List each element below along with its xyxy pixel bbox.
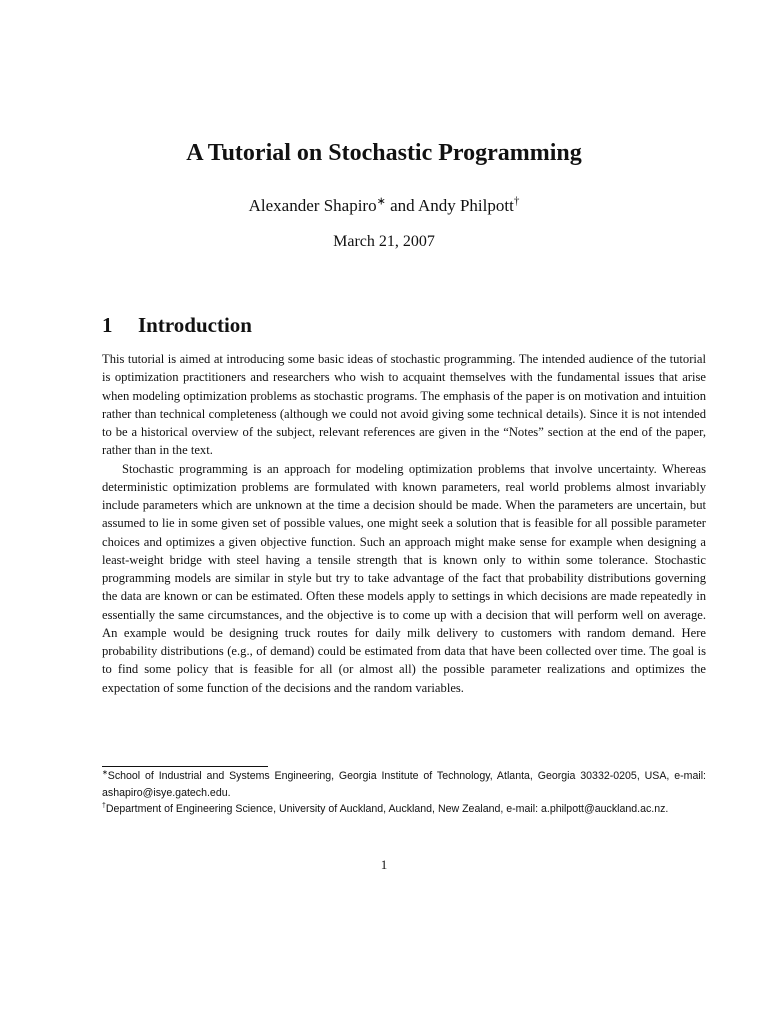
body-paragraph: This tutorial is aimed at introducing some basic ideas of stochastic programming. The intended audience of the tutorial is optimization practitioners and researchers who wish to acquaint themselves with the fundamental issues that arise when modeling optimization problems as stochastic programs. The emphasis of the paper is on motivation and intuition rather than technical completeness (although we could not avoid giving some technical details). Since it is not intended to be a historical overview of the subject, relevant references are given in the “Notes” section at the end of the paper, rather than in the text. — [102, 352, 706, 458]
footnote-marker: † — [102, 802, 106, 810]
author-line — [0, 196, 768, 216]
footnote — [102, 801, 706, 818]
footnotes — [102, 768, 706, 818]
section-heading — [102, 313, 252, 338]
footnote — [102, 768, 706, 801]
footnote-marker: ∗ — [102, 769, 108, 777]
page-number: 1 — [380, 857, 388, 872]
author-name: Alexander Shapiro — [248, 196, 377, 215]
footnote-text: School of Industrial and Systems Engineering, Georgia Institute of Technology, Atlanta, Georgia 30332-0205, USA, e-mail: ashapiro@isye.gatech.edu. — [102, 770, 706, 799]
paper-date: March 21, 2007 — [333, 233, 435, 250]
footnote-marker: † — [513, 195, 520, 208]
body-paragraph: Stochastic programming is an approach for modeling optimization problems that involve uncertainty. Whereas deterministic optimization problems are formulated with known parameters, real world problems almost invariably include parameters which are unknown at the time a decision should be made. When the parameters are uncertain, but assumed to lie in some given set of possible values, one might seek a solution that is feasible for all possible parameter choices and optimizes a given objective function. Such an approach might make sense for example when designing a least-weight bridge with steel having a tensile strength that is known only to within some tolerance. Stochastic programming models are similar in style but try to take advantage of the fact that probability distributions governing the data are known or can be estimated. Often these models apply to settings in which decisions are made repeatedly in essentially the same circumstances, and the objective is to come up with a decision that will perform well on average. An example would be designing truck routes for daily milk delivery to customers with random demand. Here probability distributions (e.g., of demand) could be estimated from data that have been collected over time. The goal is to find some policy that is feasible for all (or almost all) the possible parameter realizations and optimizes the expectation of some function of the decisions and the random variables. — [102, 461, 706, 695]
section-number: 1 — [102, 313, 113, 337]
footnote-text: Department of Engineering Science, University of Auckland, Auckland, New Zealand, e-mail: a.philpott@auckland.ac.nz. — [105, 803, 669, 815]
author-connector: and — [385, 196, 418, 215]
footnote-marker: ∗ — [376, 195, 386, 208]
author-name: Andy Philpott — [417, 196, 514, 215]
section-title: Introduction — [138, 313, 252, 337]
footnote-divider — [102, 766, 268, 767]
section-body — [102, 350, 706, 697]
paper-title: A Tutorial on Stochastic Programming — [186, 140, 582, 166]
